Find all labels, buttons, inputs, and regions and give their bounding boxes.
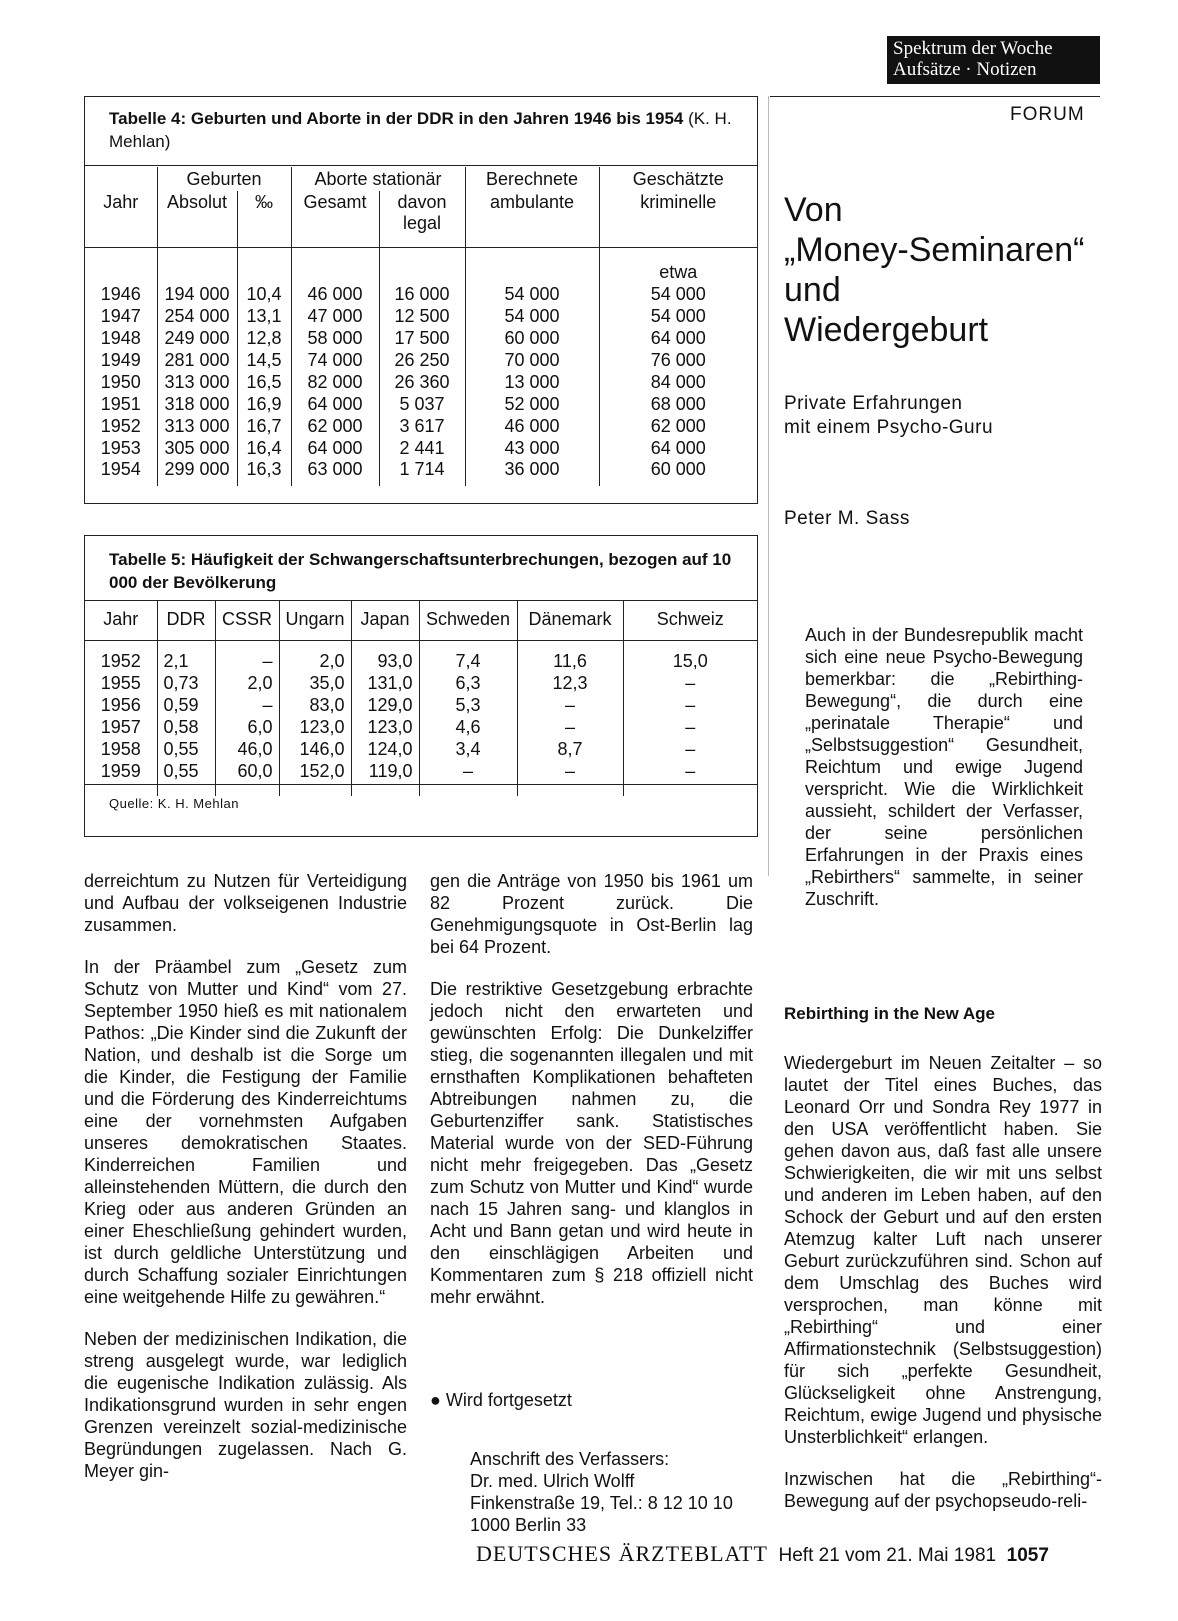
table-cell: –	[685, 672, 696, 693]
table-5-source: Quelle: K. H. Mehlan	[109, 796, 239, 811]
article-subheading: Rebirthing in the New Age	[784, 1004, 995, 1023]
table-cell: 46,0	[215, 738, 279, 760]
table-cell: –	[215, 650, 279, 672]
table-cell: 254 000	[157, 305, 237, 327]
table-5-bottom-rule	[85, 784, 757, 785]
table-cell: 11,6	[517, 650, 623, 672]
table-cell: 46 000	[465, 415, 599, 437]
article-subtitle	[784, 392, 993, 440]
table-cell: 0,55	[157, 738, 215, 760]
table-cell: 1 714	[379, 459, 465, 486]
address-line: 1000 Berlin 33	[470, 1515, 587, 1535]
table-cell: 64 000	[291, 393, 379, 415]
table-cell: 1947	[85, 305, 157, 327]
page-footer	[476, 1541, 1049, 1567]
table-cell: 0,58	[157, 716, 215, 738]
article-author: Peter M. Sass	[784, 508, 910, 529]
article-intro: Auch in der Bundesrepublik macht sich eine neue Psycho-Bewegung bemerkbar: die „Rebirthing-Bewegung“, die durch eine „perinatale Therapie“ und „Selbstsuggestion“ Gesundheit, Reichtum und ewige Jugend verspricht. Wie die Wirklichkeit aussieht, schildert der Verfasser, der seine persönlichen Erfahrungen in der Praxis eines „Rebirthers“ sammelte, in seiner Zuschrift.	[805, 625, 1083, 909]
table-cell: –	[517, 716, 623, 738]
continued-note	[430, 1390, 572, 1411]
table-cell: –	[685, 738, 696, 759]
table-cell: –	[419, 760, 517, 782]
section-label: FORUM	[1010, 104, 1085, 125]
table-cell: 74 000	[291, 349, 379, 371]
table-cell: 1954	[85, 459, 157, 486]
address-line: Anschrift des Verfassers:	[470, 1449, 670, 1469]
table-cell: 16,3	[237, 459, 291, 486]
table-row	[85, 738, 757, 760]
table-cell: 129,0	[351, 694, 419, 716]
table-cell: –	[685, 694, 696, 715]
table-cell: 83,0	[279, 694, 351, 716]
table-cell: 26 250	[379, 349, 465, 371]
table-cell: 62 000	[291, 415, 379, 437]
table-cell: 1959	[85, 760, 157, 782]
table-cell: 16,7	[237, 415, 291, 437]
th-promille: ‰	[237, 191, 291, 213]
table-cell: 305 000	[157, 437, 237, 459]
table-cell: 64 000	[650, 437, 706, 458]
table-4-caption	[85, 97, 757, 153]
body-column-1	[84, 870, 407, 1502]
table-cell: 12 500	[379, 305, 465, 327]
table-header-cell: CSSR	[215, 600, 279, 640]
table-cell: 54 000	[465, 283, 599, 305]
table-row	[85, 415, 757, 437]
table-header-cell: Schweden	[419, 600, 517, 640]
table-cell: 1957	[85, 716, 157, 738]
table-cell: 12,8	[237, 327, 291, 349]
table-row	[85, 672, 757, 694]
table-cell: 2,0	[215, 672, 279, 694]
paragraph: gen die Anträge von 1950 bis 1961 um 82 Prozent zurück. Die Genehmigungsquote in Ost-Berlin lag bei 64 Prozent.	[430, 871, 753, 957]
table-cell: 1952	[85, 415, 157, 437]
th-legal: legal	[379, 213, 465, 247]
table-cell: 70 000	[465, 349, 599, 371]
table-cell: 131,0	[351, 672, 419, 694]
table-cell: 63 000	[291, 459, 379, 486]
table-cell: –	[517, 760, 623, 782]
table-cell: 54 000	[465, 305, 599, 327]
th-absolut: Absolut	[157, 191, 237, 213]
table-header-cell: DDR	[157, 600, 215, 640]
table-cell: 7,4	[419, 650, 517, 672]
page-number: 1057	[1006, 1545, 1049, 1566]
table-cell: 146,0	[279, 738, 351, 760]
table-cell: 5,3	[419, 694, 517, 716]
table-cell: –	[685, 760, 696, 781]
paragraph: Neben der medizinischen Indikation, die streng ausgelegt wurde, war lediglich die eugenische Indikation zulässig. Als Indikationsgrund wurden in sehr engen Grenzen vereinzelt sozial-medizinische Begründungen zugelassen. Nach G. Meyer gin-	[84, 1329, 407, 1481]
article-title	[784, 190, 1084, 350]
table-cell: 1950	[85, 371, 157, 393]
table-row	[85, 283, 757, 305]
table-4	[84, 96, 758, 504]
table-cell: 84 000	[650, 371, 706, 392]
th-aborte: Aborte stationär	[291, 167, 465, 191]
table-header-cell: Schweiz	[656, 609, 724, 630]
th-berechnete: Berechnete	[465, 167, 599, 191]
table-cell: 46 000	[291, 283, 379, 305]
table-cell: 16 000	[379, 283, 465, 305]
table-row	[85, 650, 757, 672]
table-cell: 16,4	[237, 437, 291, 459]
table-cell: 249 000	[157, 327, 237, 349]
th-geschaetzte: Geschätzte	[632, 168, 724, 189]
table-cell: 0,73	[157, 672, 215, 694]
table-cell: 54 000	[650, 283, 706, 304]
badge-line-2: Aufsätze · Notizen	[893, 59, 1037, 80]
table-cell: 3,4	[419, 738, 517, 760]
paragraph: Inzwischen hat die „Rebirthing“-Bewegung auf der psychopseudo-reli-	[784, 1469, 1102, 1511]
table-row	[85, 716, 757, 738]
table-cell: 124,0	[351, 738, 419, 760]
table-cell: 1952	[85, 650, 157, 672]
table-cell: 47 000	[291, 305, 379, 327]
forum-divider	[770, 96, 1100, 97]
table-cell: 1958	[85, 738, 157, 760]
continued-label: Wird fortgesetzt	[445, 1390, 572, 1410]
table-row	[85, 459, 757, 486]
article-body	[784, 1052, 1102, 1532]
title-line: Von	[784, 191, 843, 229]
paragraph: Wiedergeburt im Neuen Zeitalter – so lautet der Titel eines Buches, das Leonard Orr und Sondra Rey 1977 in den USA veröffentlicht haben. Sie gehen davon aus, daß fast alle unsere Schwierigkeiten, die wir mit uns selbst und anderen im Leben haben, auf den Schock der Geburt und auf den ersten Atemzug kalter Luft nach unserer Geburt zurückzuführen sind. Schon auf dem Umschlag des Buches wird versprochen, man könne mit „Rebirthing“ und einer Affirmationstechnik (Selbstsuggestion) für sich „perfekte Gesundheit, Glückseligkeit ohne Anstrengung, Reichtum, ewige Jugend und physische Unsterblichkeit“ erlangen.	[784, 1053, 1102, 1447]
table-row	[85, 349, 757, 371]
table-cell: 2 441	[379, 437, 465, 459]
table-cell: 6,0	[215, 716, 279, 738]
address-line: Finkenstraße 19, Tel.: 8 12 10 10	[470, 1493, 733, 1513]
table-5-grid	[85, 600, 757, 796]
table-cell: 299 000	[157, 459, 237, 486]
table-cell: 318 000	[157, 393, 237, 415]
address-line: Dr. med. Ulrich Wolff	[470, 1471, 635, 1491]
table-cell: 58 000	[291, 327, 379, 349]
th-ambulante: ambulante	[465, 191, 599, 213]
table-cell: 1953	[85, 437, 157, 459]
author-address	[470, 1448, 733, 1536]
table-cell: 93,0	[351, 650, 419, 672]
journal-name: DEUTSCHES ÄRZTEBLATT	[476, 1541, 768, 1566]
subtitle-line: mit einem Psycho-Guru	[784, 417, 994, 438]
table-cell: 0,55	[157, 760, 215, 782]
table-cell: 36 000	[465, 459, 599, 486]
table-cell: 2,0	[279, 650, 351, 672]
table-cell: 1946	[85, 283, 157, 305]
table-cell: 82 000	[291, 371, 379, 393]
table-row	[85, 437, 757, 459]
table-row	[85, 327, 757, 349]
badge-line-1: Spektrum der Woche	[893, 38, 1053, 59]
table-4-caption-normal: (K. H. Mehlan)	[109, 109, 732, 151]
paragraph: Die restriktive Gesetzgebung erbrachte jedoch nicht den erwarteten und gewünschten Erfolg: Die Dunkelziffer stieg, die sogenannten illegalen und mit ernsthaften Komplikationen behafteten Abtreibungen nahmen zu, die Geburtenziffer sank. Statistisches Material wurde von der SED-Führung nicht mehr freigegeben. Das „Gesetz zum Schutz von Mutter und Kind“ wurde nach 15 Jahren sang- und klanglos in Acht und Bann getan und wird heute in den einschlägigen Arbeiten und Kommentaren zum § 218 offiziell nicht mehr erwähnt.	[430, 979, 753, 1307]
table-cell: 3 617	[379, 415, 465, 437]
table-cell: 35,0	[279, 672, 351, 694]
table-cell: 123,0	[279, 716, 351, 738]
table-cell: 43 000	[465, 437, 599, 459]
table-cell: 12,3	[517, 672, 623, 694]
table-4-rule	[85, 165, 757, 166]
table-cell: 2,1	[157, 650, 215, 672]
table-cell: 17 500	[379, 327, 465, 349]
table-cell: 0,59	[157, 694, 215, 716]
table-cell: –	[215, 694, 279, 716]
table-cell: 1956	[85, 694, 157, 716]
table-header-cell: Jahr	[85, 600, 157, 640]
th-gesamt: Gesamt	[291, 191, 379, 213]
title-line: Wiedergeburt	[784, 311, 989, 349]
table-4-caption-bold: Tabelle 4: Geburten und Aborte in der DDR in den Jahren 1946 bis 1954	[109, 109, 684, 128]
table-cell: 313 000	[157, 371, 237, 393]
table-cell: 62 000	[650, 415, 706, 436]
body-column-2	[430, 870, 753, 1328]
table-cell: 16,9	[237, 393, 291, 415]
table-cell: 10,4	[237, 283, 291, 305]
table-cell: 76 000	[650, 349, 706, 370]
table-cell: 123,0	[351, 716, 419, 738]
table-cell: 60 000	[465, 327, 599, 349]
table-row	[85, 760, 757, 782]
table-cell: 1955	[85, 672, 157, 694]
table-cell: 8,7	[517, 738, 623, 760]
table-cell: 13 000	[465, 371, 599, 393]
title-line: „Money-Seminaren“	[784, 231, 1085, 269]
subtitle-line: Private Erfahrungen	[784, 393, 963, 414]
table-4-grid	[85, 167, 757, 486]
table-cell: 16,5	[237, 371, 291, 393]
table-cell: 64 000	[650, 327, 706, 348]
issue-info: Heft 21 vom 21. Mai 1981	[778, 1545, 997, 1566]
table-cell: 119,0	[351, 760, 419, 782]
table-5	[84, 535, 758, 837]
paragraph: In der Präambel zum „Gesetz zum Schutz von Mutter und Kind“ vom 27. September 1950 hieß es mit nationalem Pathos: „Die Kinder sind die Zukunft der Nation, und deshalb ist die Sorge um die Kinder, die Festigung der Familie und die Förderung des Kinderreichtums eine der vornehmsten Aufgaben unseres demokratischen Staates. Kinderreichen Familien und alleinstehenden Müttern, die durch den Krieg oder aus anderen Gründen an einer Eheschließung gehindert wurden, ist durch geldliche Unterstützung und durch Schaffung sozialer Einrichtungen eine weitgehende Hilfe zu gewähren.“	[84, 957, 407, 1307]
th-davon: davon	[379, 191, 465, 213]
table-cell: 194 000	[157, 283, 237, 305]
table-cell: 64 000	[291, 437, 379, 459]
table-cell: 1949	[85, 349, 157, 371]
table-cell: 1951	[85, 393, 157, 415]
paragraph: derreichtum zu Nutzen für Verteidigung und Aufbau der volkseigenen Industrie zusammen.	[84, 871, 407, 935]
table-cell: 6,3	[419, 672, 517, 694]
th-kriminelle: kriminelle	[640, 191, 717, 212]
th-etwa: etwa	[659, 262, 698, 282]
table-cell: 60 000	[650, 459, 706, 479]
table-header-cell: Dänemark	[517, 600, 623, 640]
table-cell: 313 000	[157, 415, 237, 437]
table-cell: –	[685, 716, 696, 737]
table-cell: 15,0	[672, 650, 708, 671]
table-row	[85, 371, 757, 393]
table-cell: 13,1	[237, 305, 291, 327]
table-row	[85, 694, 757, 716]
th-geburten: Geburten	[157, 167, 291, 191]
column-divider	[768, 96, 769, 876]
title-line: und	[784, 271, 841, 309]
bullet-icon: ●	[430, 1390, 441, 1410]
table-cell: 26 360	[379, 371, 465, 393]
table-cell: 60,0	[215, 760, 279, 782]
table-header-cell: Ungarn	[279, 600, 351, 640]
table-row	[85, 305, 757, 327]
table-cell: 5 037	[379, 393, 465, 415]
table-header-row	[85, 600, 757, 640]
table-cell: 54 000	[650, 305, 706, 326]
table-cell: 4,6	[419, 716, 517, 738]
table-row	[85, 393, 757, 415]
table-cell: –	[517, 694, 623, 716]
table-5-caption: Tabelle 5: Häufigkeit der Schwangerschaftsunterbrechungen, bezogen auf 10 000 der Bevölkerung	[109, 550, 732, 592]
th-jahr: Jahr	[85, 191, 157, 213]
table-cell: 68 000	[650, 393, 706, 414]
table-cell: 152,0	[279, 760, 351, 782]
section-badge	[887, 36, 1100, 84]
table-cell: 281 000	[157, 349, 237, 371]
table-cell: 1948	[85, 327, 157, 349]
table-cell: 52 000	[465, 393, 599, 415]
table-cell: 14,5	[237, 349, 291, 371]
table-header-cell: Japan	[351, 600, 419, 640]
